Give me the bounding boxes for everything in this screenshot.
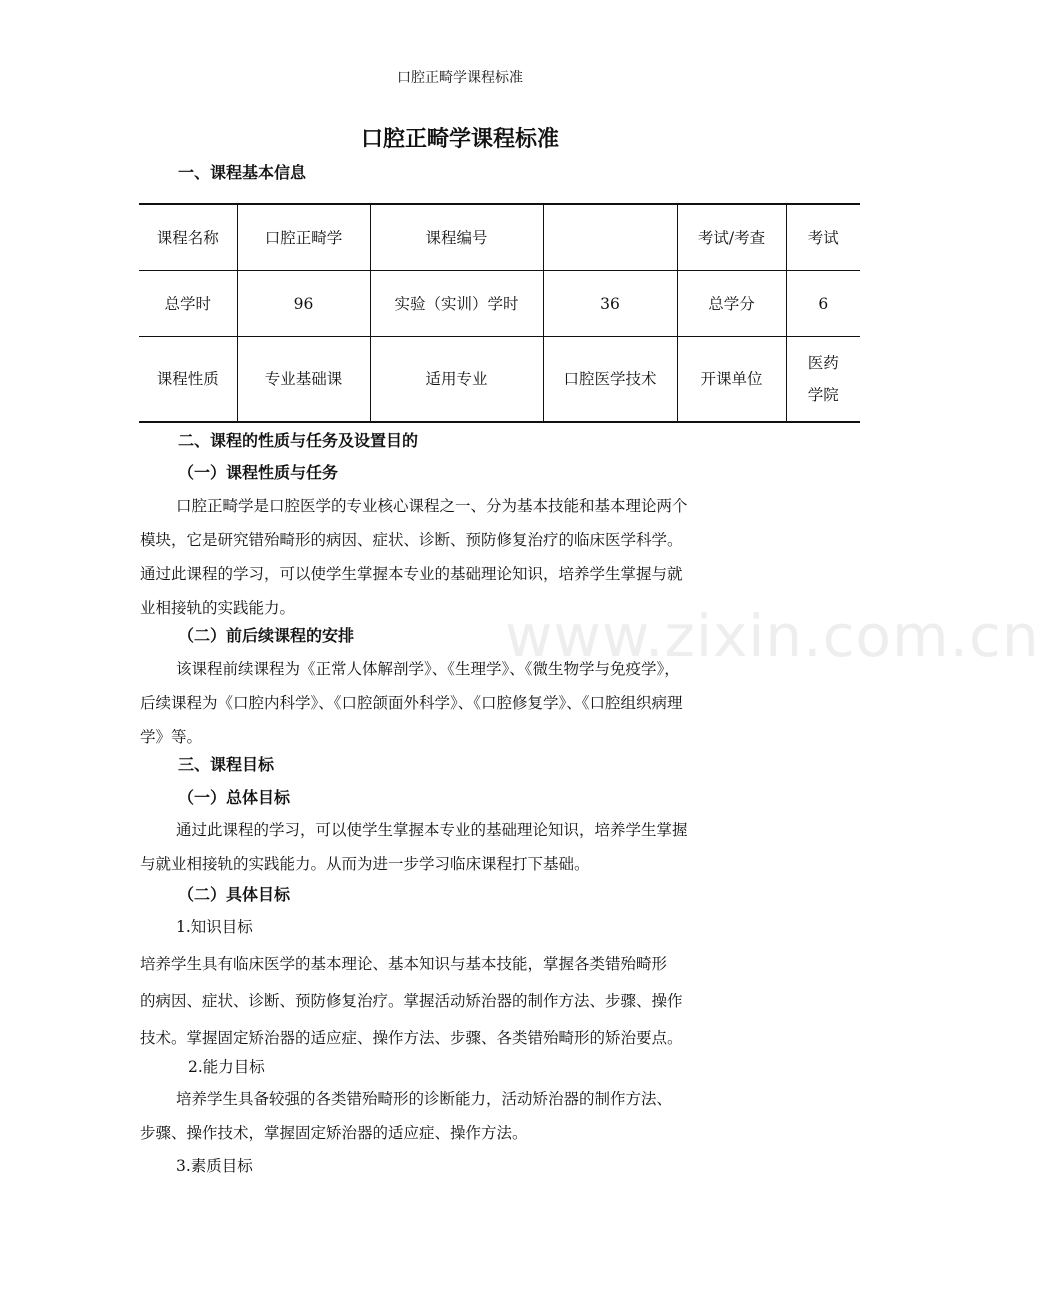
document-title: 口腔正畸学课程标准 bbox=[360, 127, 559, 152]
text-line: 培养学生具备较强的各类错殆畸形的诊断能力，活动矫治器的制作方法、 bbox=[176, 1090, 673, 1108]
table-cell: 总学分 bbox=[677, 271, 786, 337]
paragraph-ability-goal bbox=[140, 1082, 790, 1150]
section-heading-basic-info: 一、课程基本信息 bbox=[178, 163, 307, 182]
text-line: 培养学生具有临床医学的基本理论、基本知识与基本技能，掌握各类错殆畸形 bbox=[140, 955, 668, 973]
table-cell bbox=[543, 204, 677, 271]
subsection-heading-overall-goal: （一）总体目标 bbox=[178, 788, 291, 807]
running-header: 口腔正畸学课程标准 bbox=[397, 70, 523, 86]
text-line: 的病因、症状、诊断、预防修复治疗。掌握活动矫治器的制作方法、步骤、操作 bbox=[140, 992, 683, 1010]
section-heading-goals: 三、课程目标 bbox=[178, 755, 275, 774]
text-line: 模块，它是研究错殆畸形的病因、症状、诊断、预防修复治疗的临床医学科学。 bbox=[140, 531, 683, 549]
table-row bbox=[139, 271, 860, 337]
table-cell: 口腔正畸学 bbox=[237, 204, 370, 271]
course-info-table bbox=[139, 203, 860, 423]
table-row bbox=[139, 337, 860, 423]
text-line: 技术。掌握固定矫治器的适应症、操作方法、步骤、各类错殆畸形的矫治要点。 bbox=[140, 1029, 683, 1047]
section-heading-nature: 二、课程的性质与任务及设置目的 bbox=[178, 431, 419, 450]
knowledge-goal-title: 1.知识目标 bbox=[176, 918, 253, 936]
table-cell: 6 bbox=[786, 271, 860, 337]
text-line: 后续课程为《口腔内科学》、《口腔颌面外科学》、《口腔修复学》、《口腔组织病理 bbox=[140, 694, 683, 712]
paragraph-overall-goal bbox=[140, 813, 790, 881]
table-cell: 课程编号 bbox=[370, 204, 543, 271]
table-cell: 课程名称 bbox=[139, 204, 237, 271]
table-cell: 口腔医学技术 bbox=[543, 337, 677, 423]
table-row bbox=[139, 204, 860, 271]
subsection-heading-nature-task: （一）课程性质与任务 bbox=[178, 463, 339, 482]
subsection-heading-specific-goals: （二）具体目标 bbox=[178, 885, 291, 904]
table-cell: 专业基础课 bbox=[237, 337, 370, 423]
text-line: 口腔正畸学是口腔医学的专业核心课程之一、分为基本技能和基本理论两个 bbox=[176, 497, 688, 515]
text-line: 步骤、操作技术，掌握固定矫治器的适应症、操作方法。 bbox=[140, 1124, 528, 1142]
paragraph-knowledge-goal bbox=[140, 946, 790, 1057]
table-cell: 课程性质 bbox=[139, 337, 237, 423]
table-cell: 开课单位 bbox=[677, 337, 786, 423]
ability-goal-title: 2.能力目标 bbox=[188, 1058, 265, 1076]
text-line: 业相接轨的实践能力。 bbox=[140, 599, 296, 617]
text-line: 通过此课程的学习，可以使学生掌握本专业的基础理论知识，培养学生掌握 bbox=[176, 821, 688, 839]
table-cell: 实验（实训）学时 bbox=[370, 271, 543, 337]
text-line: 该课程前续课程为《正常人体解剖学》、《生理学》、《微生物学与免疫学》， bbox=[176, 660, 680, 678]
table-cell: 考试 bbox=[786, 204, 860, 271]
table-cell: 考试/考查 bbox=[677, 204, 786, 271]
text-line: 与就业相接轨的实践能力。从而为进一步学习临床课程打下基础。 bbox=[140, 855, 590, 873]
table-cell: 总学时 bbox=[139, 271, 237, 337]
table-cell: 适用专业 bbox=[370, 337, 543, 423]
watermark: www.zixin.com.cn bbox=[505, 602, 1040, 670]
table-cell: 医药学院 bbox=[786, 337, 860, 423]
table-cell: 36 bbox=[543, 271, 677, 337]
table-cell: 96 bbox=[237, 271, 370, 337]
text-line: 学》等。 bbox=[140, 728, 203, 746]
text-line: 通过此课程的学习，可以使学生掌握本专业的基础理论知识，培养学生掌握与就 bbox=[140, 565, 683, 583]
quality-goal-title: 3.素质目标 bbox=[176, 1157, 253, 1175]
subsection-heading-course-sequence: （二）前后续课程的安排 bbox=[178, 626, 355, 645]
